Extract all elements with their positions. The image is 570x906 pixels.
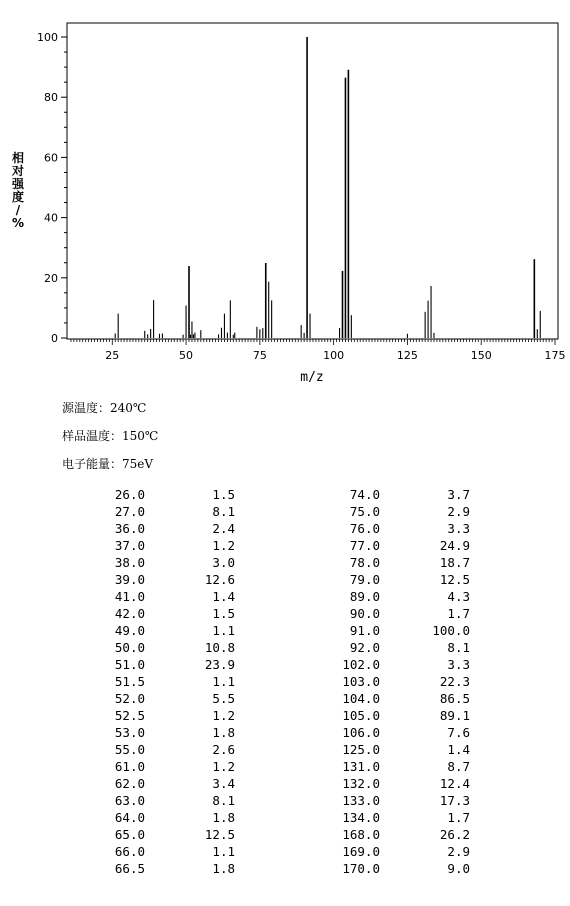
mz-value: 77.0	[349, 538, 380, 553]
intensity-value: 1.4	[212, 589, 235, 604]
intensity-value: 5.5	[212, 691, 235, 706]
intensity-value: 100.0	[432, 623, 470, 638]
table-row	[330, 707, 470, 724]
table-row	[100, 809, 235, 826]
mz-value: 103.0	[342, 674, 380, 689]
x-tick-label: 25	[105, 349, 120, 362]
x-tick-label: 100	[323, 349, 345, 362]
intensity-value: 1.4	[447, 742, 470, 757]
mz-value: 42.0	[114, 606, 145, 621]
mz-value: 52.5	[114, 708, 145, 723]
mz-value: 78.0	[349, 555, 380, 570]
intensity-value: 2.6	[212, 742, 235, 757]
mz-value: 37.0	[114, 538, 145, 553]
mz-value: 26.0	[114, 487, 145, 502]
intensity-value: 22.3	[439, 674, 470, 689]
mz-value: 76.0	[349, 521, 380, 536]
intensity-value: 9.0	[447, 861, 470, 876]
intensity-value: 12.5	[439, 572, 470, 587]
y-tick-label: 40	[44, 211, 58, 225]
intensity-value: 1.1	[212, 844, 235, 859]
table-row	[330, 554, 470, 571]
x-axis-ticks	[71, 339, 566, 362]
table-row	[330, 724, 470, 741]
table-row	[330, 486, 470, 503]
mz-value: 66.5	[114, 861, 145, 876]
peak-table-right	[330, 486, 470, 877]
mz-value: 132.0	[342, 776, 380, 791]
mz-value: 168.0	[342, 827, 380, 842]
table-row	[100, 775, 235, 792]
intensity-value: 1.2	[212, 708, 235, 723]
mz-value: 38.0	[114, 555, 145, 570]
table-row	[100, 639, 235, 656]
table-row	[330, 503, 470, 520]
mz-value: 52.0	[114, 691, 145, 706]
mz-value: 79.0	[349, 572, 380, 587]
intensity-value: 89.1	[439, 708, 470, 723]
table-row	[330, 843, 470, 860]
mass-spectrum-chart	[0, 0, 570, 400]
table-row	[100, 588, 235, 605]
intensity-value: 17.3	[439, 793, 470, 808]
y-tick-label: 80	[44, 91, 58, 105]
mz-value: 64.0	[114, 810, 145, 825]
intensity-value: 1.2	[212, 538, 235, 553]
table-row	[100, 622, 235, 639]
intensity-value: 1.1	[212, 623, 235, 638]
intensity-value: 1.5	[212, 487, 235, 502]
plot-frame	[67, 23, 558, 339]
mz-value: 55.0	[114, 742, 145, 757]
intensity-value: 7.6	[447, 725, 470, 740]
intensity-value: 1.8	[212, 810, 235, 825]
mz-value: 53.0	[114, 725, 145, 740]
intensity-value: 4.3	[447, 589, 470, 604]
table-row	[100, 741, 235, 758]
mz-value: 102.0	[342, 657, 380, 672]
y-axis-label: 相对强度/ %	[11, 151, 25, 230]
mz-value: 131.0	[342, 759, 380, 774]
mz-value: 63.0	[114, 793, 145, 808]
source-temperature: 源温度：240℃	[62, 401, 147, 415]
mz-value: 27.0	[114, 504, 145, 519]
table-row	[100, 707, 235, 724]
intensity-value: 86.5	[439, 691, 470, 706]
table-row	[100, 826, 235, 843]
intensity-value: 3.7	[447, 487, 470, 502]
table-row	[100, 843, 235, 860]
intensity-value: 23.9	[204, 657, 235, 672]
intensity-value: 8.1	[212, 793, 235, 808]
intensity-value: 8.7	[447, 759, 470, 774]
x-tick-label: 125	[396, 349, 418, 362]
intensity-value: 1.7	[447, 810, 470, 825]
y-tick-label: 20	[44, 271, 58, 285]
intensity-value: 26.2	[439, 827, 470, 842]
mz-value: 89.0	[349, 589, 380, 604]
sample-temperature: 样品温度：150℃	[62, 429, 159, 443]
table-row	[100, 537, 235, 554]
mz-value: 169.0	[342, 844, 380, 859]
conditions-block	[62, 394, 158, 478]
intensity-value: 8.1	[212, 504, 235, 519]
intensity-value: 12.5	[204, 827, 235, 842]
table-row	[330, 673, 470, 690]
table-row	[330, 571, 470, 588]
x-axis-label: m/z	[300, 370, 324, 385]
mz-value: 62.0	[114, 776, 145, 791]
table-row	[330, 792, 470, 809]
y-tick-label: 60	[44, 151, 58, 165]
table-row	[330, 826, 470, 843]
mz-value: 65.0	[114, 827, 145, 842]
mz-value: 51.5	[114, 674, 145, 689]
y-tick-label: 0	[51, 332, 58, 345]
table-row	[330, 588, 470, 605]
intensity-value: 2.4	[212, 521, 235, 536]
mz-value: 134.0	[342, 810, 380, 825]
mz-value: 104.0	[342, 691, 380, 706]
intensity-value: 2.9	[447, 504, 470, 519]
intensity-value: 2.9	[447, 844, 470, 859]
y-axis-ticks	[37, 31, 67, 345]
table-row	[100, 758, 235, 775]
mz-value: 105.0	[342, 708, 380, 723]
intensity-value: 10.8	[204, 640, 235, 655]
mz-value: 75.0	[349, 504, 380, 519]
x-tick-label: 175	[544, 349, 566, 362]
table-row	[330, 758, 470, 775]
peaks-group	[115, 37, 540, 338]
intensity-value: 12.4	[439, 776, 470, 791]
mz-value: 50.0	[114, 640, 145, 655]
table-row	[100, 673, 235, 690]
table-row	[330, 860, 470, 877]
table-row	[100, 520, 235, 537]
intensity-value: 1.2	[212, 759, 235, 774]
y-tick-label: 100	[37, 31, 58, 44]
mz-value: 49.0	[114, 623, 145, 638]
mz-value: 133.0	[342, 793, 380, 808]
x-tick-label: 150	[470, 349, 492, 362]
mz-value: 106.0	[342, 725, 380, 740]
table-row	[330, 605, 470, 622]
mz-value: 39.0	[114, 572, 145, 587]
peak-table-left	[100, 486, 235, 877]
intensity-value: 3.0	[212, 555, 235, 570]
mz-value: 92.0	[349, 640, 380, 655]
table-row	[100, 554, 235, 571]
table-row	[100, 690, 235, 707]
intensity-value: 1.8	[212, 725, 235, 740]
mz-value: 36.0	[114, 521, 145, 536]
intensity-value: 1.1	[212, 674, 235, 689]
intensity-value: 8.1	[447, 640, 470, 655]
table-row	[100, 792, 235, 809]
intensity-value: 1.5	[212, 606, 235, 621]
table-row	[100, 724, 235, 741]
electron-energy: 电子能量：75eV	[62, 457, 154, 471]
x-tick-label: 75	[252, 349, 267, 362]
mz-value: 170.0	[342, 861, 380, 876]
table-row	[330, 656, 470, 673]
table-row	[100, 571, 235, 588]
table-row	[330, 622, 470, 639]
mz-value: 51.0	[114, 657, 145, 672]
table-row	[330, 520, 470, 537]
table-row	[330, 537, 470, 554]
mz-value: 41.0	[114, 589, 145, 604]
x-tick-label: 50	[179, 349, 194, 362]
table-row	[330, 741, 470, 758]
intensity-value: 3.3	[447, 521, 470, 536]
table-row	[100, 656, 235, 673]
intensity-value: 1.8	[212, 861, 235, 876]
table-row	[330, 690, 470, 707]
intensity-value: 12.6	[204, 572, 235, 587]
intensity-value: 1.7	[447, 606, 470, 621]
table-row	[100, 503, 235, 520]
intensity-value: 18.7	[439, 555, 470, 570]
intensity-value: 3.4	[212, 776, 235, 791]
mz-value: 125.0	[342, 742, 380, 757]
intensity-value: 3.3	[447, 657, 470, 672]
table-row	[330, 809, 470, 826]
mz-value: 74.0	[349, 487, 380, 502]
table-row	[100, 486, 235, 503]
table-row	[100, 605, 235, 622]
mz-value: 90.0	[349, 606, 380, 621]
table-row	[330, 775, 470, 792]
mz-value: 91.0	[349, 623, 380, 638]
table-row	[100, 860, 235, 877]
intensity-value: 24.9	[439, 538, 470, 553]
table-row	[330, 639, 470, 656]
mz-value: 61.0	[114, 759, 145, 774]
mz-value: 66.0	[114, 844, 145, 859]
